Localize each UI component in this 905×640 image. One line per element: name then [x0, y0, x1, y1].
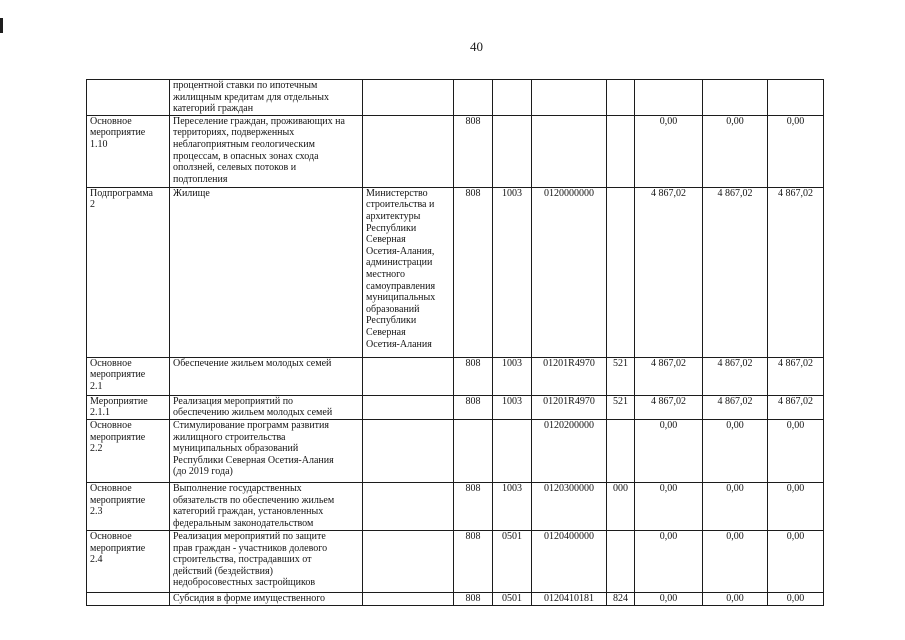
amount-cell-3: 0,00	[768, 482, 824, 530]
amount-cell-1: 4 867,02	[635, 395, 703, 419]
amount-cell-2: 0,00	[703, 115, 768, 187]
amount-cell-3	[768, 80, 824, 116]
amount-cell-3: 0,00	[768, 530, 824, 592]
responsible-cell	[363, 80, 454, 116]
status-cell: Основное мероприятие 2.3	[87, 482, 170, 530]
name-cell: Выполнение государственных обязательств по обеспечению жильем категорий граждан, установленных федеральным законодательством	[170, 482, 363, 530]
amount-cell-2: 4 867,02	[703, 187, 768, 357]
page-number: 40	[470, 39, 483, 54]
table-row	[87, 115, 824, 187]
amount-cell-1: 0,00	[635, 530, 703, 592]
amount-cell-1: 4 867,02	[635, 357, 703, 395]
table-row	[87, 419, 824, 482]
grbs-code-cell	[454, 80, 493, 116]
grbs-code-cell: 808	[454, 395, 493, 419]
target-article-cell: 0120300000	[532, 482, 607, 530]
grbs-code-cell: 808	[454, 115, 493, 187]
grbs-code-cell	[454, 419, 493, 482]
status-cell	[87, 592, 170, 605]
status-cell	[87, 80, 170, 116]
status-cell: Основное мероприятие 2.2	[87, 419, 170, 482]
budget-table	[86, 79, 824, 606]
table-body	[87, 80, 824, 606]
section-code-cell: 1003	[493, 187, 532, 357]
table-row	[87, 80, 824, 116]
target-article-cell: 0120200000	[532, 419, 607, 482]
expense-type-cell: 521	[607, 357, 635, 395]
amount-cell-1: 0,00	[635, 419, 703, 482]
target-article-cell: 0120410181	[532, 592, 607, 605]
amount-cell-1: 0,00	[635, 482, 703, 530]
table-row	[87, 187, 824, 357]
responsible-cell	[363, 115, 454, 187]
responsible-cell	[363, 482, 454, 530]
status-cell: Основное мероприятие 2.1	[87, 357, 170, 395]
target-article-cell: 01201R4970	[532, 357, 607, 395]
amount-cell-2: 0,00	[703, 482, 768, 530]
responsible-cell	[363, 357, 454, 395]
name-cell: Переселение граждан, проживающих на территориях, подверженных неблагоприятным геологическим процессам, в опасных зонах схода оползней, селевых потоков и подтопления	[170, 115, 363, 187]
table-row	[87, 395, 824, 419]
amount-cell-3: 0,00	[768, 592, 824, 605]
amount-cell-2: 0,00	[703, 419, 768, 482]
section-code-cell: 1003	[493, 357, 532, 395]
section-code-cell	[493, 80, 532, 116]
amount-cell-1: 4 867,02	[635, 187, 703, 357]
grbs-code-cell: 808	[454, 357, 493, 395]
amount-cell-2: 0,00	[703, 530, 768, 592]
name-cell: Субсидия в форме имущественного	[170, 592, 363, 605]
grbs-code-cell: 808	[454, 592, 493, 605]
name-cell: Обеспечение жильем молодых семей	[170, 357, 363, 395]
table-row	[87, 482, 824, 530]
amount-cell-2: 4 867,02	[703, 357, 768, 395]
name-cell: Жилище	[170, 187, 363, 357]
amount-cell-3: 4 867,02	[768, 395, 824, 419]
target-article-cell: 0120400000	[532, 530, 607, 592]
expense-type-cell: 000	[607, 482, 635, 530]
table-row	[87, 592, 824, 605]
target-article-cell: 0120000000	[532, 187, 607, 357]
table-row	[87, 357, 824, 395]
name-cell: Стимулирование программ развития жилищного строительства муниципальных образований Республики Северная Осетия-Алания (до 2019 года)	[170, 419, 363, 482]
section-code-cell: 1003	[493, 395, 532, 419]
status-cell: Подпрограмма 2	[87, 187, 170, 357]
status-cell: Основное мероприятие 2.4	[87, 530, 170, 592]
grbs-code-cell: 808	[454, 187, 493, 357]
section-code-cell: 0501	[493, 530, 532, 592]
expense-type-cell	[607, 419, 635, 482]
section-code-cell	[493, 419, 532, 482]
status-cell: Мероприятие 2.1.1	[87, 395, 170, 419]
name-cell: Реализация мероприятий по обеспечению жильем молодых семей	[170, 395, 363, 419]
target-article-cell	[532, 115, 607, 187]
responsible-cell	[363, 530, 454, 592]
amount-cell-3: 0,00	[768, 115, 824, 187]
expense-type-cell	[607, 187, 635, 357]
section-code-cell	[493, 115, 532, 187]
amount-cell-2	[703, 80, 768, 116]
status-cell: Основное мероприятие 1.10	[87, 115, 170, 187]
name-cell: процентной ставки по ипотечным жилищным кредитам для отдельных категорий граждан	[170, 80, 363, 116]
amount-cell-1: 0,00	[635, 115, 703, 187]
amount-cell-3: 4 867,02	[768, 357, 824, 395]
name-cell: Реализация мероприятий по защите прав граждан - участников долевого строительства, пострадавших от действий (бездействия) недобросовестных застройщиков	[170, 530, 363, 592]
amount-cell-3: 0,00	[768, 419, 824, 482]
amount-cell-1: 0,00	[635, 592, 703, 605]
scan-edge-mark	[0, 18, 3, 33]
expense-type-cell	[607, 115, 635, 187]
grbs-code-cell: 808	[454, 530, 493, 592]
section-code-cell: 1003	[493, 482, 532, 530]
target-article-cell: 01201R4970	[532, 395, 607, 419]
expense-type-cell	[607, 80, 635, 116]
responsible-cell	[363, 419, 454, 482]
responsible-cell	[363, 592, 454, 605]
grbs-code-cell: 808	[454, 482, 493, 530]
responsible-cell: Министерство строительства и архитектуры Республики Северная Осетия-Алания, администрации местного самоуправления муниципальных образований Республики Северная Осетия-Алания	[363, 187, 454, 357]
expense-type-cell: 824	[607, 592, 635, 605]
amount-cell-1	[635, 80, 703, 116]
table-row	[87, 530, 824, 592]
amount-cell-3: 4 867,02	[768, 187, 824, 357]
amount-cell-2: 0,00	[703, 592, 768, 605]
expense-type-cell	[607, 530, 635, 592]
target-article-cell	[532, 80, 607, 116]
responsible-cell	[363, 395, 454, 419]
section-code-cell: 0501	[493, 592, 532, 605]
amount-cell-2: 4 867,02	[703, 395, 768, 419]
expense-type-cell: 521	[607, 395, 635, 419]
